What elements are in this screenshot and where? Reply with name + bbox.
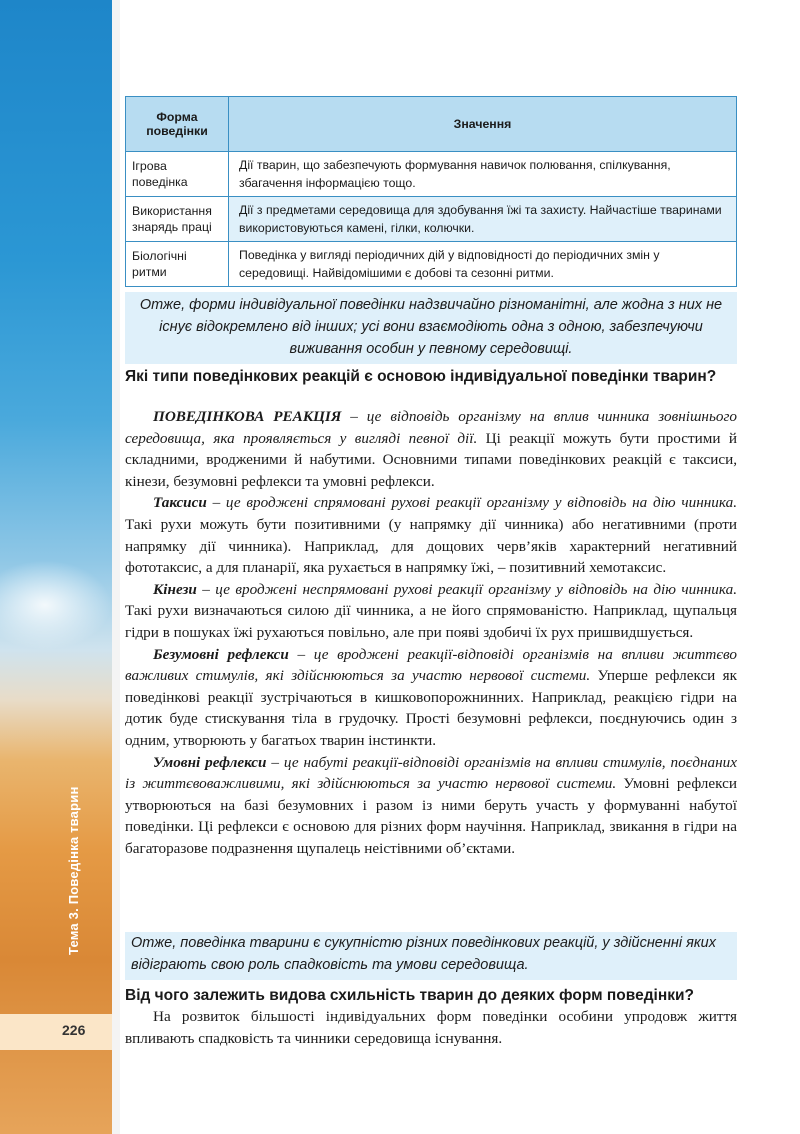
term: ПОВЕДІНКОВА РЕАКЦІЯ (153, 408, 342, 425)
paragraph-kineses (125, 579, 737, 644)
paragraph-text: Умовні рефлекси утворюються на базі безумовних і разом із ними беруть участь у формуванні набутої поведінки. Ці рефлекси є основою для різних форм научіння. Наприклад, звикання в гідри на багаторазове подразнення щупалець неістівними об’єктами. (125, 775, 737, 857)
table-cell-meaning: Поведінка у вигляді періодичних дій у відповідності до періодичних змін у середовищі. Найвідомішими є добові та сезонні ритми. (229, 242, 737, 287)
definition: – це набуті реакції-відповіді організмів на впливи стимулів, поєднаних із життєвоважливими, які здійснюються за участю нервової системи. (125, 753, 737, 793)
section-body-2 (125, 1006, 737, 1049)
paragraph-behavioral-reaction (125, 406, 737, 492)
table-row (126, 242, 737, 287)
theme-label: Тема 3. Поведінка тварин (66, 786, 81, 955)
paragraph-text: Такі рухи можуть бути позитивними (у напрямку дії чинника) або негативними (проти напрямку дії чинника). Наприклад, для дощових черв’яків характерний негативний фототаксис, а для планарії, яка рухається в напрямку їжі, – позитивний хемотаксис. (125, 515, 737, 577)
term: Кінези (153, 580, 197, 598)
table-cell-form: Використання знарядь праці (126, 197, 229, 242)
paragraph-text: Ці реакції можуть бути простими й складними, вродженими й набутими. Основними типами поведінкових реакцій є таксиси, кінези, безумовні рефлекси та умовні рефлекси. (125, 429, 737, 490)
page-number-box (0, 1014, 112, 1050)
section-heading-1: Які типи поведінкових реакцій є основою індивідуальної поведінки тварин? (125, 368, 717, 385)
table-cell-meaning: Дії тварин, що забезпечують формування навичок полювання, спілкування, збагачення інформацією тощо. (229, 152, 737, 197)
page-number: 226 (62, 1022, 86, 1038)
paragraph-conditioned-reflexes (125, 752, 737, 860)
term: Таксиси (153, 494, 207, 512)
summary-callout-1: Отже, форми індивідуальної поведінки надзвичайно різноманітні, але жодна з них не існує відокремлено від інших; усі вони взаємодіють одна з одною, забезпечуючи виживання особин у певному середовищі. (125, 292, 737, 364)
column-header-meaning: Значення (229, 97, 737, 152)
paragraph-unconditioned-reflexes (125, 644, 737, 752)
table-row (126, 152, 737, 197)
section-body-1 (125, 406, 737, 859)
table-header-row (126, 97, 737, 152)
table-cell-meaning: Дії з предметами середовища для здобування їжі та захисту. Найчастіше тваринами використовуються камені, гілки, колючки. (229, 197, 737, 242)
summary-callout-2: Отже, поведінка тварини є сукупністю різних поведінкових реакцій, у здійсненні яких відіграють свою роль спадковість та умови середовища. (125, 932, 737, 980)
term: Умовні рефлекси (153, 753, 267, 771)
side-divider (112, 0, 120, 1134)
definition: – це вроджені реакції-відповіді організмів на впливи життєво важливих стимулів, які здійснюються за участю нервової системи. (125, 645, 737, 685)
section-heading-2: Від чого залежить видова схильність тварин до деяких форм поведінки? (125, 987, 694, 1004)
table-row (126, 197, 737, 242)
term: Безумовні рефлекси (153, 645, 289, 663)
definition: – це вроджені неспрямовані рухові реакції організму у відповідь на дію чинника. (196, 580, 737, 598)
definition: – це відповідь організму на вплив чинника зовнішнього середовища, яка проявляється у вигляді певної дії. (125, 408, 737, 447)
decorative-side-strip (0, 0, 112, 1134)
table-cell-form: Ігрова поведінка (126, 152, 229, 197)
column-header-form: Форма поведінки (126, 97, 229, 152)
paragraph-text: На розвиток більшості індивідуальних форм поведінки особини упродовж життя впливають спадковість та чинники середовища існування. (125, 1008, 737, 1047)
definition: – це вроджені спрямовані рухові реакції організму у відповідь на дію чинника. (206, 494, 737, 512)
paragraph-text: Уперше рефлекси як поведінкові реакції зустрічаються в кишковопорожнинних. Наприклад, реакцією гідри на дотик буде стискування тіла в грудочку. Прості безумовні рефлекси, поєднуючись один з одним, утворюють у багатьох тварин інстинкти. (125, 667, 737, 749)
paragraph-taxises (125, 492, 737, 578)
paragraph-text: Такі рухи визначаються силою дії чинника, а не його спрямованістю. Наприклад, щупальця гідри в пошуках їжі рухаються повільно, але при появі здобичі їх рух пришвидшується. (125, 602, 737, 641)
table-cell-form: Біологічні ритми (126, 242, 229, 287)
behavior-forms-table (125, 96, 737, 287)
